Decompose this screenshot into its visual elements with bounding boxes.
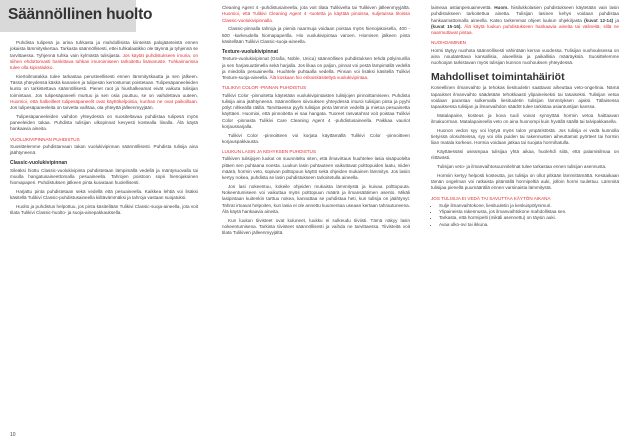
subheading: Classic-vuolukivipinnan bbox=[10, 160, 68, 167]
paragraph: Harjattu pinta puhdistetaan sekä vedellä että pesuaineella. Kaikkea lehtiä voi lisäksi käsitellä Tulikivi Classic-puhdistusaineella kiiltävämmäksi ja tahroja vastaan suojatuksi. bbox=[10, 188, 198, 200]
paragraph: Huonon vedon syy voi löytyä myös talon ympäristöstä. Jos tulisija ei vedä kunnolla tietyissä olosuhteissa, syy voi olla puiden tai rakennusten aiheuttamat pyörteet tai hormin liian matala korkeus. Hormia voidaan jatkaa tai suojata hormihatulla. bbox=[431, 127, 619, 146]
column-left bbox=[10, 40, 198, 219]
paragraph: Tulikivi Color -pinnoitetta käytetään vuolukivipintaisten tulisijojen pinnoittamiseen. Puhdista tulisija aina jäähtyneenä. Säännöllisen siivouksen yhteydessä imuroi tulisijan pinta ja pyyhi pölyt nihkeällä rätillä. Tarvittaessa pyyhi tulisijan pinta lämmin vedellä ja mietoa pesuainetta käyttäen. Huomioi, että pinnoitetta ei saa hangata. Tuoreet rasvatahrat voit poistaa Tulikivi Color -pinnasta Tulikivi Care Cleaning Agent 4 -puhdistusaineella. Paikkaa vauriot korjaussarjalla. bbox=[222, 92, 410, 129]
paragraph: Suosittelemme puhdistamaan takan vuolukivipinnan säännöllisesti. Puhdista tulisija aina jäähtyneenä. bbox=[10, 143, 198, 155]
paragraph: Matalapaine, kosteus ja kova tuuli voivat synnyttää hormin vetoa haittaavan ilmakuorman. Matalapaineella veto on aina huonompi kuin hyvällä säällä tai talvipakkasella. bbox=[431, 112, 619, 124]
paragraph: Cleaning Agent 4 -puhdistusaineella, jota voit tilata Tulikivelta tai Tulikiven jälleenmyyjältä. Huomioi, että Tulikivi Cleaning Agent 4 -tuotetta ja käyttää pinoissa, suljetuissa tiloissa Classic-vuolukivipinnalla. bbox=[222, 5, 410, 23]
paragraph: Tulikivi Color -pinnoitteen voi korjata käyttämällä Tulikivi Color -pinnoitteen korjauspakkausta. bbox=[222, 132, 410, 144]
section-heading: VUOLUKIVIPINNAN PUHDISTUS bbox=[10, 136, 80, 142]
paragraph: Texture-vuolukivipinnat (Grafia, Noble, Unica) säännöllisen puhdistuksen tehdä pölyimurilla ja sen harjasuuttimella sekä harjalla. Jos likaa on paljon, pinnat voi pestä lämpimällä vedellä ja miedolla pesuaineella. Huuhtele puhtaalla vedellä. Pinnan voi lisäksi käsitellä Tulikivi Texture-suoja-aineella. Älä koskaan hio erikoiskäsiteltyä vuolukivipintaa. bbox=[222, 56, 410, 80]
paragraph: Puhdista tulipesä ja arina tuhkasta ja mahdollisista kiinteistä palojäänteistä ennen jokaista lämmityskertaa. Tarkasta säännöllisesti, ettei tuhkalaatikko ole täynnä ja tyhjennä se tarvittaessa. Tyhjennä tuhka vain kylmästä tulisijasta. Jos käytät puhdistukseen imuria, on siihen ehdottomasti hankittava tuhkan imuroimiseen tarkoitettu lisävaruste. Tuhkaimurissa tulee olla kipinälukko. bbox=[10, 40, 199, 70]
paragraph: Koneellinen ilmanvaihto ja tehokas liesituuletin saattavat aiheuttaa veto-ongelmia. Nämä tapaukset ilmanvaihto säädetään tehokkaasti ylipaineiseksi tai tasaiseksi. Tulisijan vetoa voidaan parantaa sulkemalla liesituuletin tulisijan lämmityksen ajaksi. Tällaisessa tapauksessa tulisijan ja ilmanvaihdon säädöt tulee tarkistaa asiantuntijan kanssa. bbox=[431, 85, 619, 109]
page-number: 10 bbox=[10, 432, 16, 438]
section-heading: TULIKIVI COLOR -PINNAN PUHDISTUS bbox=[222, 85, 307, 91]
section-title: Mahdolliset toimintahäiriöt bbox=[431, 71, 565, 84]
section-heading: NUOHOAMINEN bbox=[431, 40, 466, 46]
paragraph: Kun luukun tiivisteet ovat kuluneet, luukku ei sulkeudu tiiviisti. Tämä näkyy lasin nokeentumisena. Tarkista tiivisteet säännöllisesti ja vaihda ne tarvittaessa. Tiivisteitä voit tilata Tulikiven jälleenmyyjältä. bbox=[222, 217, 410, 235]
paragraph: Tulikiven tulisijojen luukut on suunniteltu siten, että ilmavirtaus huuhtelee lasia sisäpuolelta pitäen sen puhtaana noesta. Luukun lasin puhtauteen vaikuttavat polttopuiden laatu, niiden määrä, hormin veto, sopivan polttopuun käyttö sekä ohjeiden mukainen lämmitys. Jos lasiin kertyy nokea, puhdista se lasin puhdistukseen tarkoitetulla aineella. bbox=[222, 156, 410, 180]
paragraph: Käyttäessäsi useampaa tulisijaa yhtä aikaa, huolehdi siitä, että palamisilmaa on riittävästi. bbox=[431, 149, 619, 161]
paragraph: Classic-pinnalla tahroja ja pieniä naarmuja voidaan poistaa myös hienojakoisella, 400 - 600 -karkeudella hiomapaperilla. Hio vuolukivipintaa varoen. Hiomisen jälkeen pinta käsitellään Tulikivi Classic-suoja-aineella. bbox=[222, 26, 410, 44]
column-right bbox=[431, 5, 619, 228]
title-banner bbox=[0, 0, 153, 32]
section-heading: LUUKUN LASIN JA KEHYKSEN PUHDISTUS bbox=[222, 149, 316, 154]
paragraph: Huolto ja puhdistus helpottuu, jos pinta käsitellään Tulikivi Classic-suoja-aineella, jota voit tilata Tulikivi Classic-huolto- ja suoja-ainepakkauksella. bbox=[10, 203, 198, 215]
column-middle bbox=[222, 5, 410, 239]
list-item: • Tarkasta, että hormipelti (mikäli asennettu) on täysin auki. bbox=[439, 215, 619, 221]
paragraph: Kiertoilmatakka tulee tarkastaa perusteellisesti ennen lämmityskautta ja sen jälkeen. Tässä yhteydessä käskä kanavien ja tulipesän kerrostumat poistetaan. Tulipesäpaneeleiden kunto on tarkistettava säännöllisesti. Pienet raot ja hiushalkeamat eivät vaikuta tulisijan toimintaan. Jos tulipesäpaneeli murtuu ja sen osia puuttuu, se on vaihdettava uuteen. Huomioi, että halkeilleet tulipesäpaneelit ovat käyttökelpoisia, kunhan ne ovat paikoillaan. Jos tulipesäpaneeleita on tarvetta vaihtaa, ota yhteyttä jälleenmyyjään. bbox=[10, 73, 198, 110]
paragraph: laimeaa astianpesuainevettä. Huom. hiisilukkolasien puhdistukseen käytetään vain lasin puhdistukseen tarkoitettua ainetta. Tulisijan lasinen kehys voidaan puhdistaa hankaamattomalla aineella. Katso tarkemmat ohjeet luukun ohjekirjasta (kuvat 12-14) ja (kuvat 15-16). Älä käytä luukun puhdistukseen hankaavia aineita tai välineitä, sillä ne naarmuttavat pintaa. bbox=[431, 5, 619, 35]
bullet-list bbox=[431, 203, 619, 228]
section-heading: JOS TULISIJA EI VEDÄ TAI SAVUTTAA KÄYTÖN AIKANA bbox=[431, 195, 551, 201]
subheading: Texture-vuolukivipinnat bbox=[222, 49, 279, 55]
list-item: • Avaa ulko-ovi tai ikkuna. bbox=[439, 222, 619, 228]
paragraph: Hormi täytyy nuohota säännöllisesti vähintään kerran vuodessa. Tulisijan nuohouksessa on aina noudatettava kansallisia, alueellisia ja paikallisia määräyksiä. Suosittelemme nuohoojan tarkistavan myös tulisijan kunnon nuohouksen yhteydessä. bbox=[431, 47, 619, 65]
paragraph: Sileäksi hiottu Classic-vuolukivipinta puhdistetaan lämpimällä vedellä ja mäntysuovalla tai muulla hangatusaineettomalla pesuaineella. Tahrojen poistoon sopii hienojakoinen hiomapaperi. Puhdistuksen jälkeen pinta kuivataan huolellisesti. bbox=[10, 167, 198, 185]
paragraph: Tulipesäpaneeleiden vaihdon yhteydessä on suositeltavaa puhdistaa tulipesä myös paneeleiden takaa. Puhdista tulisijan ulkopinnat kevyesti kostealla liinalla. Älä käytä hankaavia aineita. bbox=[10, 113, 198, 132]
list-item: • Ylipaineista rakennusta, jos ilmanvaihtokone mahdollistaa sen. bbox=[439, 209, 619, 215]
list-item: • Sulje ilmanvaihtokone, liesituuletin ja keskuspölynimuri. bbox=[439, 203, 619, 209]
paragraph: Jos lasi nokeentuu, kokeile ohjeiden mukaista lämmitystä ja kuivaa polttopuuta. Nokeentumiseen voi vaikuttaa myös polttopuun määrä ja ilmansäätimen asento. Mikäli lasipintaan kuitenkin tarttuu nokea, kannattaa se puhdistaa heti, kun tulisija on jäähtynyt. Tahrat irtoavat helpoiten, kun lasia ei ole annettu kuumentaa useaan kertaan tahrautuneena. Älä käytä hankaavia aineita. bbox=[222, 183, 410, 214]
paragraph: Tulisijan veto- ja ilmanvaihtosuunnitelmat tulee tarkastaa ennen tulisijan asennusta. bbox=[437, 164, 607, 169]
page-title: Säännöllinen huolto bbox=[8, 6, 153, 23]
paragraph: Hormiin kertyy helposti kosteutta, jos tulisija on ollut pitkään lämmittämättä. Kesäaikaan tämän ongelman voi ratkaista pitämällä hormipeltiä auki, jolloin hormi tuulettuu. Lämmitä tulisijaa pienellä puumäärällä ennen varsinaista lämmitystä. bbox=[431, 172, 619, 191]
